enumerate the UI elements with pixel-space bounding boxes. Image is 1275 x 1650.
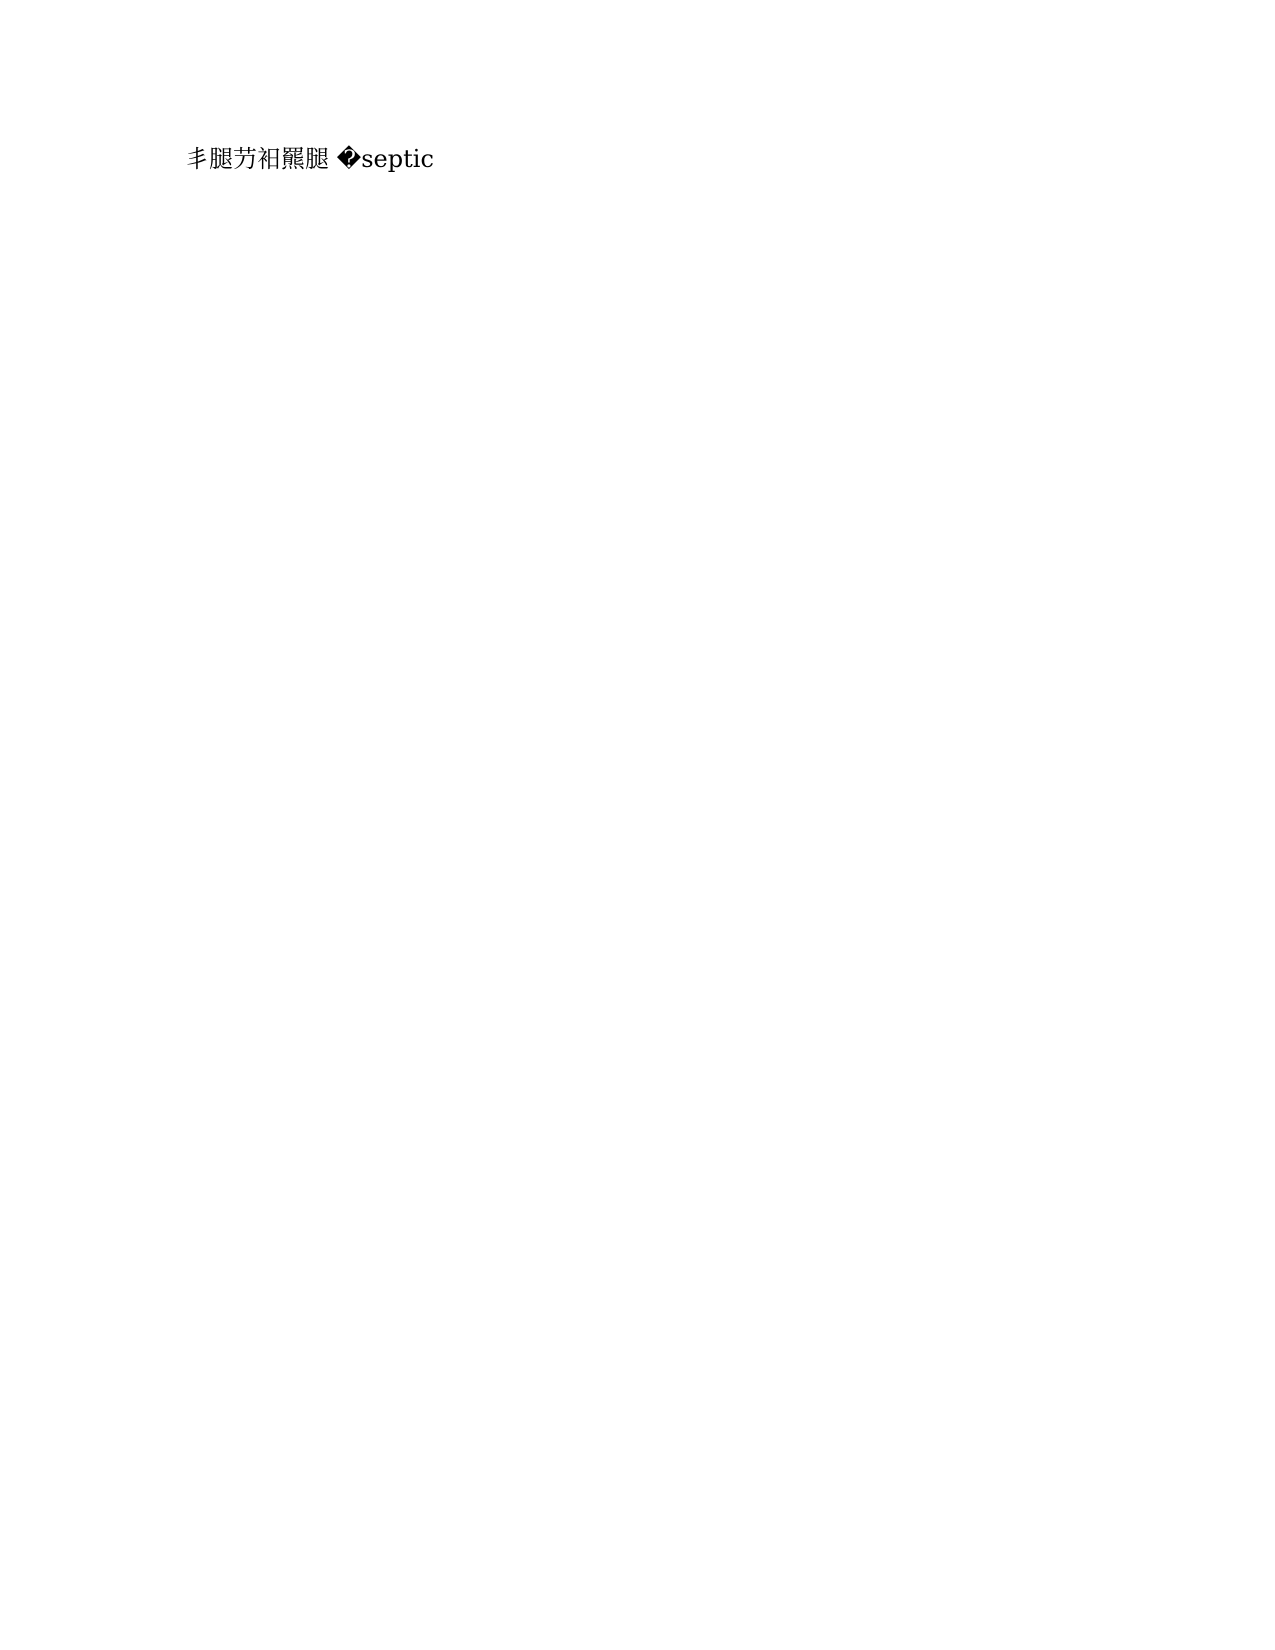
text-line — [185, 284, 1090, 319]
body-text — [185, 142, 1090, 1451]
text-line — [185, 673, 1090, 708]
text-line — [185, 1381, 1090, 1416]
text-line — [185, 885, 1090, 920]
text-line — [185, 602, 1090, 637]
text-line — [185, 779, 1090, 814]
text-line — [185, 1416, 1090, 1451]
text-line — [185, 1027, 1090, 1062]
text-line — [185, 1275, 1090, 1310]
text-line — [185, 991, 1090, 1026]
text-line: 丯腿芀衵羆腿 �septic — [185, 145, 434, 173]
text-line — [185, 531, 1090, 566]
text-line — [185, 425, 1090, 460]
text-line — [185, 921, 1090, 956]
text-line — [185, 956, 1090, 991]
text-line — [185, 1168, 1090, 1203]
text-line — [185, 248, 1090, 283]
text-line — [185, 1239, 1090, 1274]
text-line — [185, 177, 1090, 212]
text-line — [185, 1098, 1090, 1133]
text-line — [185, 850, 1090, 885]
text-line — [185, 1204, 1090, 1239]
text-line — [185, 354, 1090, 389]
text-line — [185, 708, 1090, 743]
text-line — [185, 1310, 1090, 1345]
text-line — [185, 496, 1090, 531]
text-line — [185, 461, 1090, 496]
text-line — [185, 1062, 1090, 1097]
text-line — [185, 390, 1090, 425]
text-line — [185, 637, 1090, 672]
text-line — [185, 319, 1090, 354]
text-line — [185, 744, 1090, 779]
text-line — [185, 1133, 1090, 1168]
text-line — [185, 814, 1090, 849]
text-line — [185, 567, 1090, 602]
text-line — [185, 1345, 1090, 1380]
text-line — [185, 213, 1090, 248]
